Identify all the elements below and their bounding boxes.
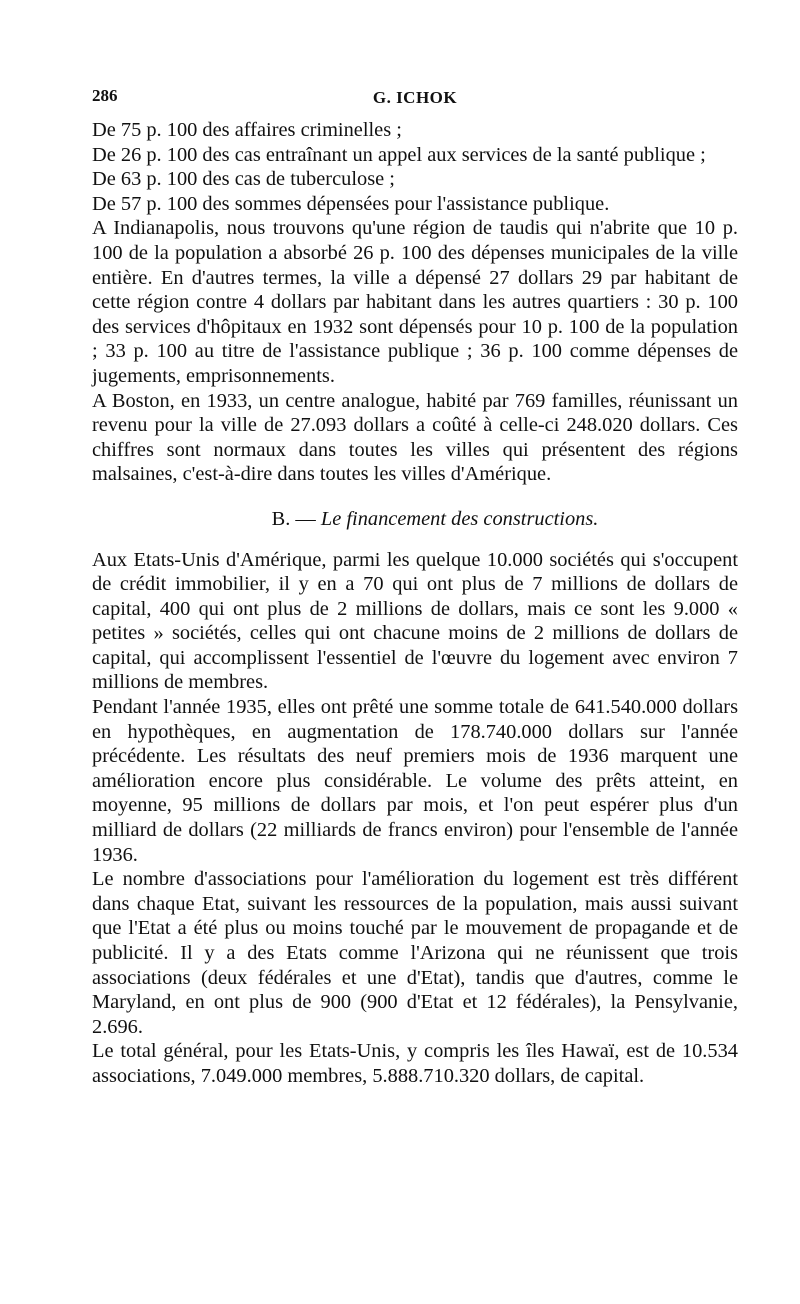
paragraph: A Boston, en 1933, un centre analogue, habité par 769 familles, réunissant un revenu pour la ville de 27.093 dollars a coûté à celle-ci 248.020 dollars. Ces chiffres sont normaux dans toutes les villes qui présentent des régions malsaines, c'est-à-dire dans toutes les villes d'Amérique. bbox=[92, 389, 738, 486]
paragraph: Pendant l'année 1935, elles ont prêté une somme totale de 641.540.000 dollars en hypothèques, en augmentation de 178.740.000 dollars sur l'année précédente. Les résultats des neuf premiers mois de 1936 marquent une amélioration encore plus considérable. Le volume des prêts atteint, en moyenne, 95 millions de dollars par mois, et l'on peut espérer plus d'un milliard de dollars (22 milliards de francs environ) pour l'ensemble de l'année 1936. bbox=[92, 696, 738, 866]
list-item: De 75 p. 100 des affaires criminelles ; bbox=[92, 119, 402, 141]
section-label: B. — bbox=[271, 507, 316, 530]
list-item: De 57 p. 100 des sommes dépensées pour l'assistance publique. bbox=[92, 192, 610, 215]
book-page bbox=[92, 86, 738, 1089]
body-text bbox=[92, 118, 738, 1089]
section-heading bbox=[92, 507, 738, 532]
paragraph: Le total général, pour les Etats-Unis, y compris les îles Hawaï, est de 10.534 associations, 7.049.000 membres, 5.888.710.320 dollars, de capital. bbox=[92, 1040, 738, 1087]
paragraph: Le nombre d'associations pour l'amélioration du logement est très différent dans chaque Etat, suivant les ressources de la population, mais aussi suivant que l'Etat a été plus ou moins touché par le mouvement de propagande et de publicité. Il y a des Etats comme l'Arizona qui ne réunissent que trois associations (deux fédérales et une d'Etat), tandis que d'autres, comme le Maryland, en ont plus de 900 (900 d'Etat et 12 fédérales), la Pensylvanie, 2.696. bbox=[92, 868, 738, 1038]
paragraph: Aux Etats-Unis d'Amérique, parmi les quelque 10.000 sociétés qui s'occupent de crédit immobilier, il y en a 70 qui ont plus de 7 millions de dollars de capital, 400 qui ont plus de 2 millions de dollars, mais ce sont les 9.000 « petites » sociétés, celles qui ont chacune moins de 2 millions de dollars de capital, qui accomplissent l'essentiel de l'œuvre du logement avec environ 7 millions de membres. bbox=[92, 548, 738, 694]
list-item: De 63 p. 100 des cas de tuberculose ; bbox=[92, 168, 395, 191]
running-head bbox=[92, 86, 738, 118]
paragraph: A Indianapolis, nous trouvons qu'une région de taudis qui n'abrite que 10 p. 100 de la population a absorbé 26 p. 100 des dépenses municipales de la ville entière. En d'autres termes, la ville a dépensé 27 dollars 29 par habitant de cette région contre 4 dollars par habitant dans les autres quartiers : 30 p. 100 des services d'hôpitaux en 1932 sont dépensés pour 10 p. 100 de la population ; 33 p. 100 au titre de l'assistance publique ; 36 p. 100 comme dépenses de jugements, emprisonnements. bbox=[92, 217, 738, 387]
section-title: Le financement des constructions. bbox=[320, 507, 599, 530]
page-number: 286 bbox=[92, 86, 118, 105]
running-title: G. ICHOK bbox=[372, 88, 458, 107]
list-item: De 26 p. 100 des cas entraînant un appel aux services de la santé publique ; bbox=[92, 143, 706, 166]
